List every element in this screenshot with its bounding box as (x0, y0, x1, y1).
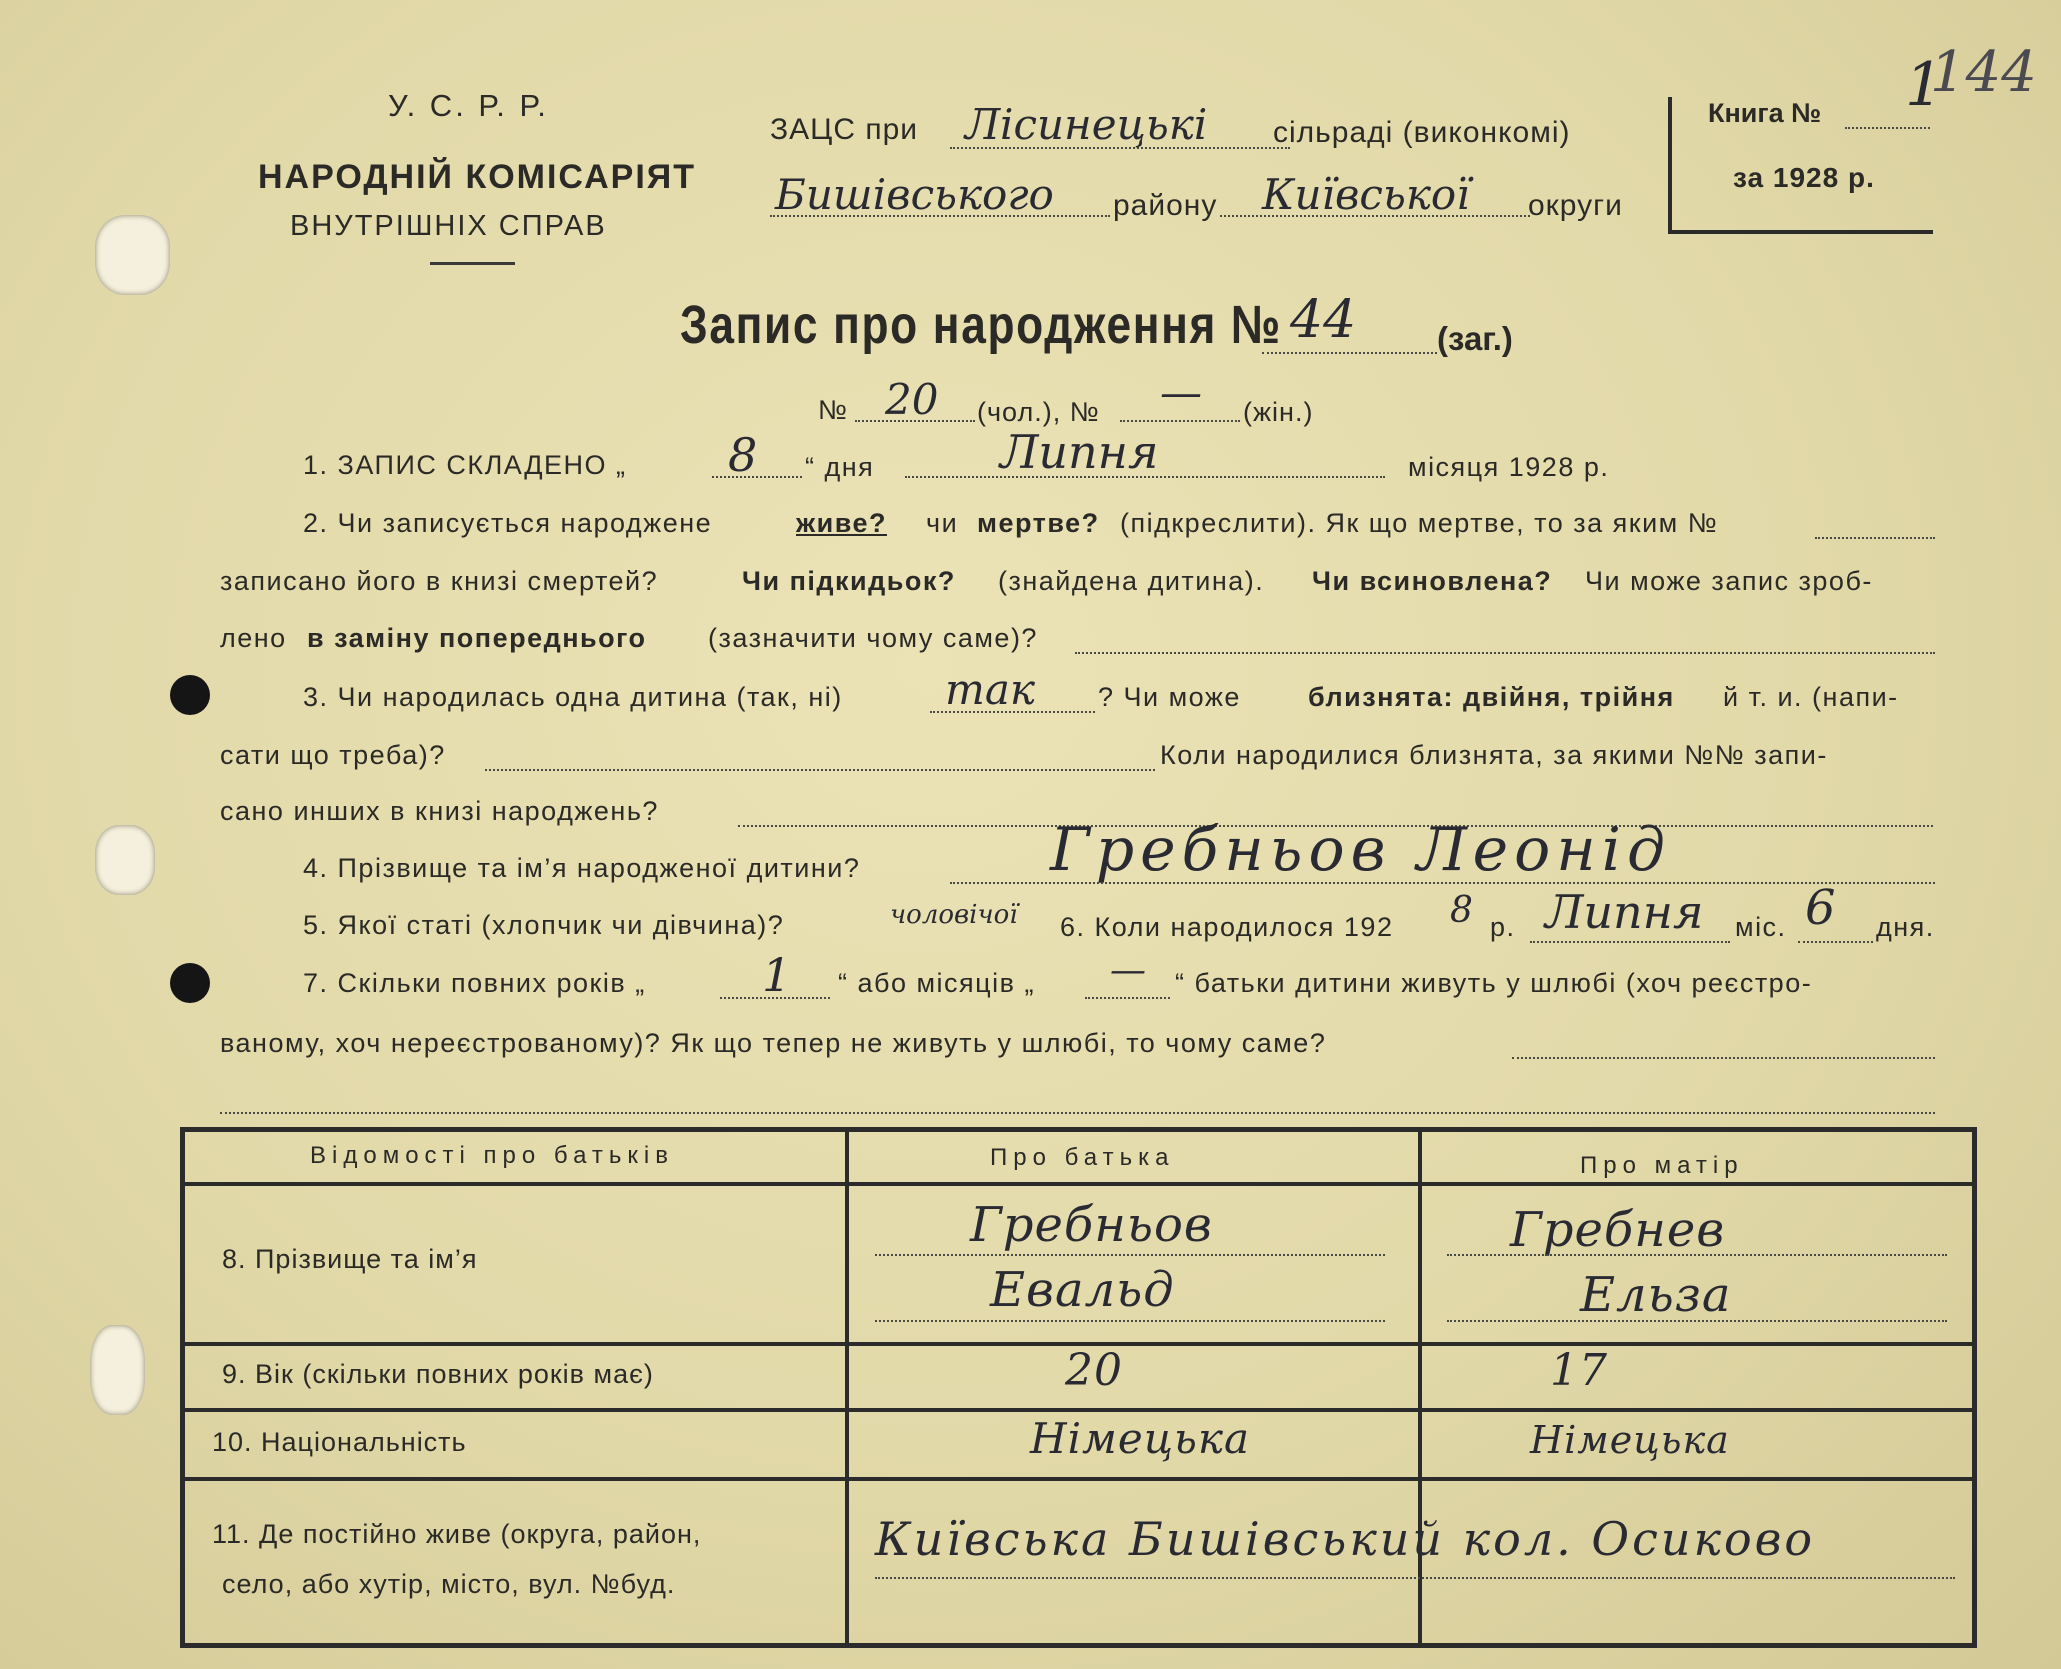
q6-day-line (1798, 941, 1873, 943)
q6-day-label: дня. (1876, 912, 1935, 942)
book-year: за 1928 р. (1733, 162, 1875, 193)
q2-line1-b: чи (926, 508, 959, 538)
table-header-divider (185, 1182, 1972, 1186)
q7-extra-line (220, 1112, 1935, 1114)
q6-year-suffix: р. (1490, 912, 1516, 942)
q1-label: 1. ЗАПИС СКЛАДЕНО „ (303, 450, 627, 480)
record-number-handwritten: 44 (1290, 290, 1357, 350)
q1-month-label: місяця 1928 р. (1408, 452, 1610, 482)
q2-line3-b: (зазначити чому саме)? (708, 623, 1038, 653)
q2-number-line (1815, 537, 1935, 539)
paper-tear (95, 215, 170, 295)
row-nationality-label: 10. Національність (212, 1427, 467, 1457)
q1-day-label: “ дня (805, 452, 875, 482)
zags-prefix: ЗАЦС при (770, 113, 919, 146)
village-handwritten: Лісинецькі (965, 100, 1208, 149)
table-col-divider (1418, 1132, 1422, 1643)
q5-label: 5. Якої статі (хлопчик чи дівчина)? (303, 910, 785, 940)
q2-line2-b: (знайдена дитина). (998, 566, 1265, 596)
q6-month-line (1530, 941, 1730, 943)
q3-twins: близнята: двійня, трійня (1308, 682, 1675, 712)
female-label: (жін.) (1243, 397, 1314, 427)
q6-label: 6. Коли народилося 192 (1060, 912, 1394, 942)
residence-handwritten: Київська Бишівський кол. Осиково (875, 1512, 1816, 1566)
q7-reason-line (1512, 1057, 1935, 1059)
table-header-mother: Про матір (1580, 1152, 1744, 1179)
corner-number-handwritten: 144 (1930, 40, 2037, 105)
father-age-handwritten: 20 (1065, 1345, 1123, 1396)
book-number-handwritten: 1 (1905, 50, 1944, 120)
father-name-line (875, 1254, 1385, 1256)
republic-label: У. С. Р. Р. (388, 88, 549, 123)
male-number-handwritten: 20 (885, 375, 939, 424)
table-row-divider (185, 1477, 1972, 1481)
q4-answer-handwritten: Гребньов Леонід (1050, 815, 1672, 885)
row-name-label: 8. Прізвище та ім’я (222, 1244, 478, 1274)
commissariat-subtitle: ВНУТРІШНІХ СПРАВ (290, 210, 607, 242)
q1-day-handwritten: 8 (728, 428, 758, 482)
binding-hole-lower (170, 963, 210, 1003)
q3-line2-a: сати що треба)? (220, 740, 446, 770)
book-box-bottom-border (1668, 230, 1933, 234)
q1-day-line (712, 476, 802, 478)
book-label: Книга № (1708, 98, 1822, 128)
mother-name-line (1447, 1254, 1947, 1256)
q2-line1-a: 2. Чи записується народжене (303, 508, 713, 538)
district-handwritten: Бишівського (775, 170, 1054, 219)
q1-month-handwritten: Липня (1000, 425, 1159, 479)
female-number-handwritten: — (1160, 368, 1202, 417)
okruha-handwritten: Київської (1262, 170, 1470, 219)
paper-tear (95, 825, 155, 895)
mother-firstname-handwritten: Ельза (1580, 1267, 1732, 1323)
row-residence-label-1: 11. Де постійно живе (округа, район, (212, 1519, 702, 1549)
q7-years-handwritten: 1 (762, 948, 792, 1002)
father-name-line (875, 1320, 1385, 1322)
q6-day-handwritten: 6 (1805, 880, 1836, 936)
district-fill-line (770, 215, 1110, 217)
table-header-father: Про батька (990, 1144, 1175, 1171)
mother-age-handwritten: 17 (1550, 1345, 1608, 1396)
q6-month-handwritten: Липня (1545, 885, 1704, 939)
row-residence-label-2: село, або хутір, місто, вул. №буд. (222, 1569, 676, 1599)
q5-answer-handwritten: чоловічої (890, 900, 1018, 930)
record-number-line (1262, 352, 1437, 354)
table-header-info: Відомості про батьків (310, 1142, 674, 1169)
book-fill-line (1845, 127, 1930, 129)
q7-months-line (1085, 997, 1170, 999)
record-title: Запис про народження № (680, 295, 1282, 355)
q2-foundling: Чи підкидьок? (742, 566, 956, 596)
q7-years-line (720, 997, 830, 999)
male-label: (чол.), № (977, 397, 1100, 427)
q3-line1-a: 3. Чи народилась одна дитина (так, ні) (303, 682, 843, 712)
record-number-suffix: (заг.) (1437, 320, 1513, 357)
father-surname-handwritten: Гребньов (970, 1197, 1213, 1253)
q3-line1-c: й т. и. (напи- (1723, 682, 1899, 712)
sub-number-label: № (818, 395, 847, 425)
q2-line2-a: записано його в книзі смертей? (220, 566, 659, 596)
mother-name-line (1447, 1320, 1947, 1322)
male-number-line (855, 420, 975, 422)
q7-line1-b: “ або місяців „ (838, 968, 1035, 998)
okruha-fill-line (1220, 215, 1530, 217)
q1-month-line (905, 476, 1385, 478)
father-firstname-handwritten: Евальд (990, 1262, 1175, 1318)
mother-surname-handwritten: Гребнев (1510, 1202, 1726, 1258)
q7-line1-c: “ батьки дитини живуть у шлюбі (хоч реєстро- (1175, 968, 1813, 998)
row-age-label: 9. Вік (скільки повних років має) (222, 1359, 654, 1389)
q6-month-label: міс. (1735, 912, 1787, 942)
female-number-line (1120, 420, 1240, 422)
book-box-left-border (1668, 97, 1672, 230)
q4-answer-line (950, 882, 1935, 884)
commissariat-title: НАРОДНІЙ КОМІСАРІЯТ (258, 158, 696, 196)
binding-hole-upper (170, 675, 210, 715)
residence-line (875, 1577, 1955, 1579)
q3-line3: сано инших в книзі народжень? (220, 796, 659, 826)
q3-line2-b: Коли народилися близнята, за якими №№ запи- (1160, 740, 1828, 770)
q2-adopted: Чи всиновлена? (1312, 566, 1553, 596)
q4-label: 4. Прізвище та ім’я народженої дитини? (303, 853, 861, 883)
q6-year-handwritten: 8 (1450, 890, 1473, 931)
mother-nationality-handwritten: Німецька (1530, 1418, 1730, 1462)
father-nationality-handwritten: Німецька (1030, 1414, 1251, 1463)
parents-table (180, 1127, 1977, 1648)
header-divider (430, 262, 515, 265)
q2-line3-a: лено (220, 623, 287, 653)
village-fill-line (950, 147, 1290, 149)
q3-answer-handwritten: так (945, 665, 1035, 714)
q7-line1-a: 7. Скільки повних років „ (303, 968, 646, 998)
q2-replacement-line (1075, 652, 1935, 654)
q3-answer-line (930, 711, 1095, 713)
district-label: району (1113, 189, 1218, 222)
q3-write-line (485, 769, 1155, 771)
council-label: сільраді (виконкомі) (1273, 116, 1571, 149)
q2-line1-c: (підкреслити). Як що мертве, то за яким № (1120, 508, 1719, 538)
okruha-label: округи (1528, 189, 1623, 222)
q7-months-handwritten: — (1110, 950, 1146, 991)
q2-alive-option: живе? (796, 508, 887, 538)
table-col-divider (845, 1132, 849, 1643)
q2-dead-option: мертве? (977, 508, 1100, 538)
q2-replacement: в заміну попереднього (307, 623, 647, 653)
q3-line1-b: ? Чи може (1098, 682, 1241, 712)
q7-line2: ваному, хоч нереєстрованому)? Як що тепер не живуть у шлюбі, то чому саме? (220, 1028, 1327, 1058)
table-row-divider (185, 1408, 1972, 1412)
paper-tear (90, 1325, 145, 1415)
q2-line2-c: Чи може запис зроб- (1585, 566, 1873, 596)
